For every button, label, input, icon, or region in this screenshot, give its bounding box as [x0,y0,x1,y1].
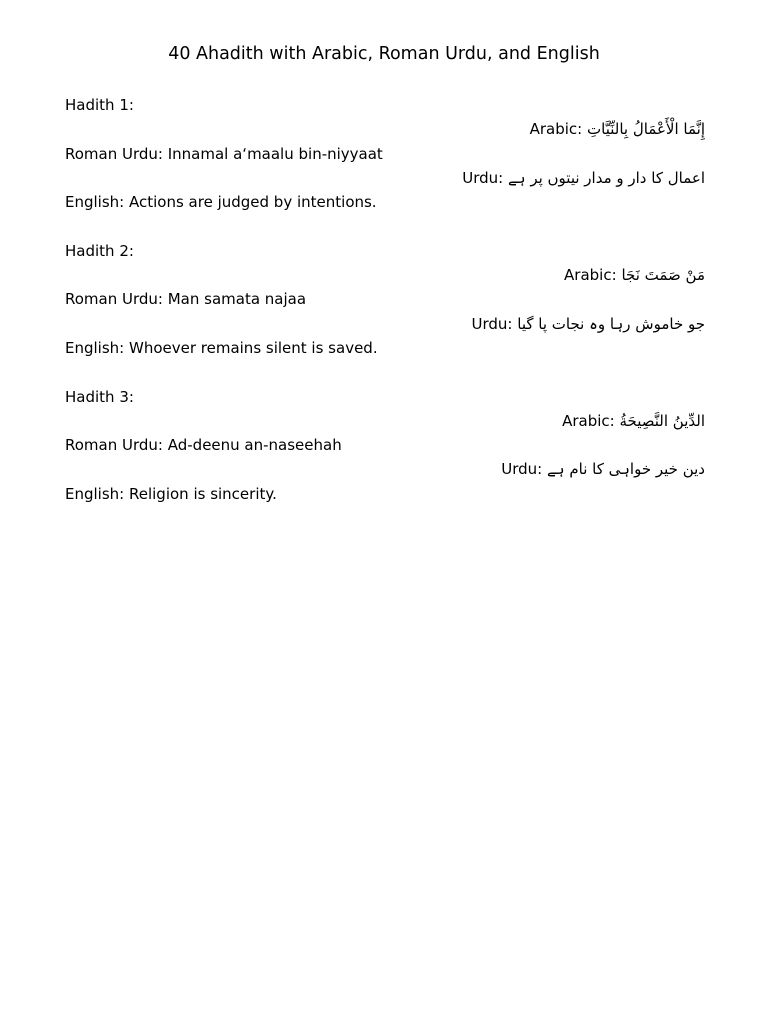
arabic-text: مَنْ صَمَتَ نَجَا [621,266,705,285]
urdu-label: Urdu: [501,460,543,479]
urdu-label: Urdu: [471,314,513,333]
english-line: English: Actions are judged by intentions. [65,193,377,212]
arabic-line [65,409,705,433]
arabic-label: Arabic: [562,411,615,430]
urdu-line [65,166,705,190]
hadith-heading: Hadith 1: [65,96,134,114]
urdu-text: دین خیر خواہی کا نام ہے [547,460,705,479]
english-line: English: Religion is sincerity. [65,484,277,503]
arabic-label: Arabic: [529,120,583,139]
spacer [65,360,705,384]
arabic-text: الدِّينُ النَّصِيحَةُ [619,411,705,430]
hadith-heading: Hadith 2: [65,241,134,260]
urdu-text: جو خاموش رہا وہ نجات پا گیا [517,314,705,333]
urdu-text: اعمال کا دار و مدار نیتوں پر ہے [507,168,705,187]
arabic-label: Arabic: [564,266,617,285]
hadith-block-1 [65,93,705,214]
roman-urdu-line: Roman Urdu: Man samata najaa [65,290,307,309]
arabic-line [65,263,705,287]
english-line: English: Whoever remains silent is saved. [65,338,378,357]
arabic-line [65,117,705,141]
roman-urdu-line: Roman Urdu: Innamal a‘maalu bin-niyyaat [65,144,383,163]
document-title: 40 Ahadith with Arabic, Roman Urdu, and English [168,44,600,64]
urdu-line [65,457,705,481]
arabic-text: إِنَّمَا الْأَعْمَالُ بِالنِّيَّاتِ [587,120,705,139]
urdu-label: Urdu: [462,168,504,187]
roman-urdu-line: Roman Urdu: Ad-deenu an-naseehah [65,436,342,455]
urdu-line [65,312,705,336]
hadith-heading: Hadith 3: [65,387,134,406]
spacer [65,214,705,238]
hadith-block-2 [65,239,705,360]
document-body [65,93,705,506]
hadith-block-3 [65,385,705,506]
